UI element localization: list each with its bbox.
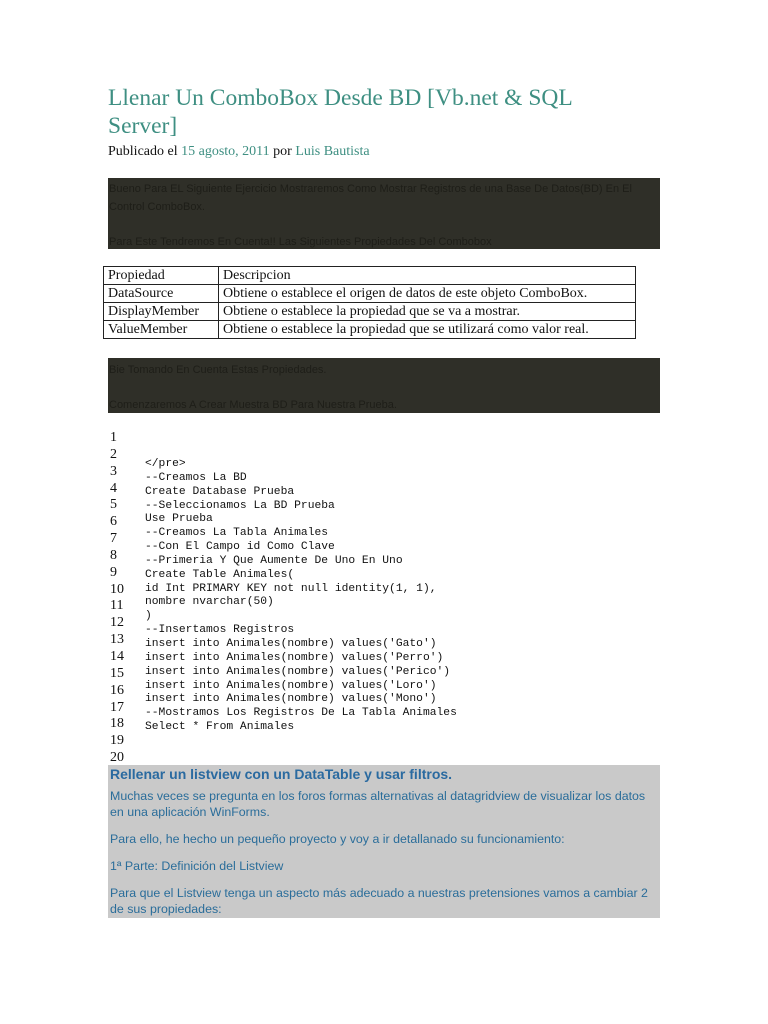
code-line: insert into Animales(nombre) values('Perro') bbox=[145, 651, 444, 664]
line-number: 11 bbox=[110, 598, 124, 614]
byline-mid: por bbox=[269, 144, 296, 159]
property-name: ValueMember bbox=[104, 321, 219, 339]
post-date-link[interactable]: 15 agosto, 2011 bbox=[181, 144, 270, 159]
property-description: Obtiene o establece el origen de datos de este objeto ComboBox. bbox=[219, 285, 636, 303]
related-paragraph-1: Muchas veces se pregunta en los foros formas alternativas al datagridview de visualizar los datos en una aplicación WinForms. bbox=[110, 789, 646, 819]
line-number: 17 bbox=[110, 699, 124, 715]
table-row bbox=[104, 303, 636, 321]
line-number: 4 bbox=[110, 480, 117, 496]
code-line: Create Database Prueba bbox=[145, 485, 295, 498]
properties-table bbox=[103, 266, 636, 339]
code-line: nombre nvarchar(50) bbox=[145, 596, 274, 609]
table-header-row bbox=[104, 267, 636, 285]
table-row bbox=[104, 321, 636, 339]
intro-paragraph-1: Bueno Para EL Siguiente Ejercicio Mostraremos Como Mostrar Registros de una Base De Datos(BD) En El Control ComboBox. bbox=[109, 183, 632, 213]
code-line: --Mostramos Los Registros De La Tabla Animales bbox=[145, 707, 457, 720]
code-line: --Seleccionamos La BD Prueba bbox=[145, 499, 335, 512]
line-number: 19 bbox=[110, 733, 124, 749]
line-number: 20 bbox=[110, 750, 124, 766]
code-line: Create Table Animales( bbox=[145, 568, 295, 581]
second-paragraph-1: Bie Tomando En Cuenta Estas Propiedades. bbox=[109, 364, 327, 376]
code-line: insert into Animales(nombre) values('Mono') bbox=[145, 693, 437, 706]
intro-box bbox=[108, 178, 660, 249]
code-line: --Primeria Y Que Aumente De Uno En Uno bbox=[145, 554, 403, 567]
line-number: 5 bbox=[110, 497, 117, 513]
line-number: 6 bbox=[110, 514, 117, 530]
code-line: --Insertamos Registros bbox=[145, 624, 295, 637]
property-description: Obtiene o establece la propiedad que se utilizará como valor real. bbox=[219, 321, 636, 339]
code-line: insert into Animales(nombre) values('Perico') bbox=[145, 665, 451, 678]
column-header-descripcion: Descripcion bbox=[219, 267, 636, 285]
line-number: 12 bbox=[110, 615, 124, 631]
line-number: 2 bbox=[110, 446, 117, 462]
property-name: DataSource bbox=[104, 285, 219, 303]
code-line: id Int PRIMARY KEY not null identity(1, 1), bbox=[145, 582, 437, 595]
line-number: 13 bbox=[110, 632, 124, 648]
line-number: 8 bbox=[110, 547, 117, 563]
line-number: 10 bbox=[110, 581, 124, 597]
table-row bbox=[104, 285, 636, 303]
line-number: 7 bbox=[110, 531, 117, 547]
line-number: 3 bbox=[110, 463, 117, 479]
property-name: DisplayMember bbox=[104, 303, 219, 321]
related-paragraph-3: 1ª Parte: Definición del Listview bbox=[110, 859, 284, 873]
code-line: insert into Animales(nombre) values('Gato') bbox=[145, 637, 437, 650]
code-line-numbers bbox=[110, 430, 124, 767]
second-box bbox=[108, 358, 660, 413]
line-number: 16 bbox=[110, 682, 124, 698]
author-link[interactable]: Luis Bautista bbox=[295, 144, 370, 159]
code-line: --Creamos La Tabla Animales bbox=[145, 527, 329, 540]
article-title: Llenar Un ComboBox Desde BD [Vb.net & SQL Server] bbox=[108, 85, 572, 139]
line-number: 1 bbox=[110, 430, 117, 445]
code-line: insert into Animales(nombre) values('Loro') bbox=[145, 679, 437, 692]
code-line: --Creamos La BD bbox=[145, 471, 247, 484]
line-number: 18 bbox=[110, 716, 124, 732]
related-paragraph-4: Para que el Listview tenga un aspecto más adecuado a nuestras pretensiones vamos a cambiar 2 de sus propiedades: bbox=[110, 886, 648, 916]
line-number: 15 bbox=[110, 665, 124, 681]
byline bbox=[108, 143, 370, 161]
second-paragraph-2: Comenzaremos A Crear Muestra BD Para Nuestra Prueba. bbox=[109, 399, 397, 411]
property-description: Obtiene o establece la propiedad que se va a mostrar. bbox=[219, 303, 636, 321]
related-post-heading[interactable]: Rellenar un listview con un DataTable y usar filtros. bbox=[110, 766, 453, 782]
related-post-box bbox=[108, 765, 660, 918]
related-paragraph-2: Para ello, he hecho un pequeño proyecto y voy a ir detallanado su funcionamiento: bbox=[110, 832, 565, 846]
code-line: ) bbox=[145, 610, 152, 623]
code-line: --Con El Campo id Como Clave bbox=[145, 541, 335, 554]
code-line: Use Prueba bbox=[145, 513, 213, 526]
byline-prefix: Publicado el bbox=[108, 144, 182, 159]
intro-paragraph-2: Para Este Tendremos En Cuenta!! Las Siguientes Propiedades Del Combobox bbox=[109, 236, 492, 248]
sql-code-block bbox=[145, 458, 457, 735]
code-line: Select * From Animales bbox=[145, 721, 295, 734]
line-number: 9 bbox=[110, 564, 117, 580]
line-number: 14 bbox=[110, 648, 124, 664]
code-line: </pre> bbox=[145, 458, 186, 470]
column-header-propiedad: Propiedad bbox=[104, 267, 219, 285]
